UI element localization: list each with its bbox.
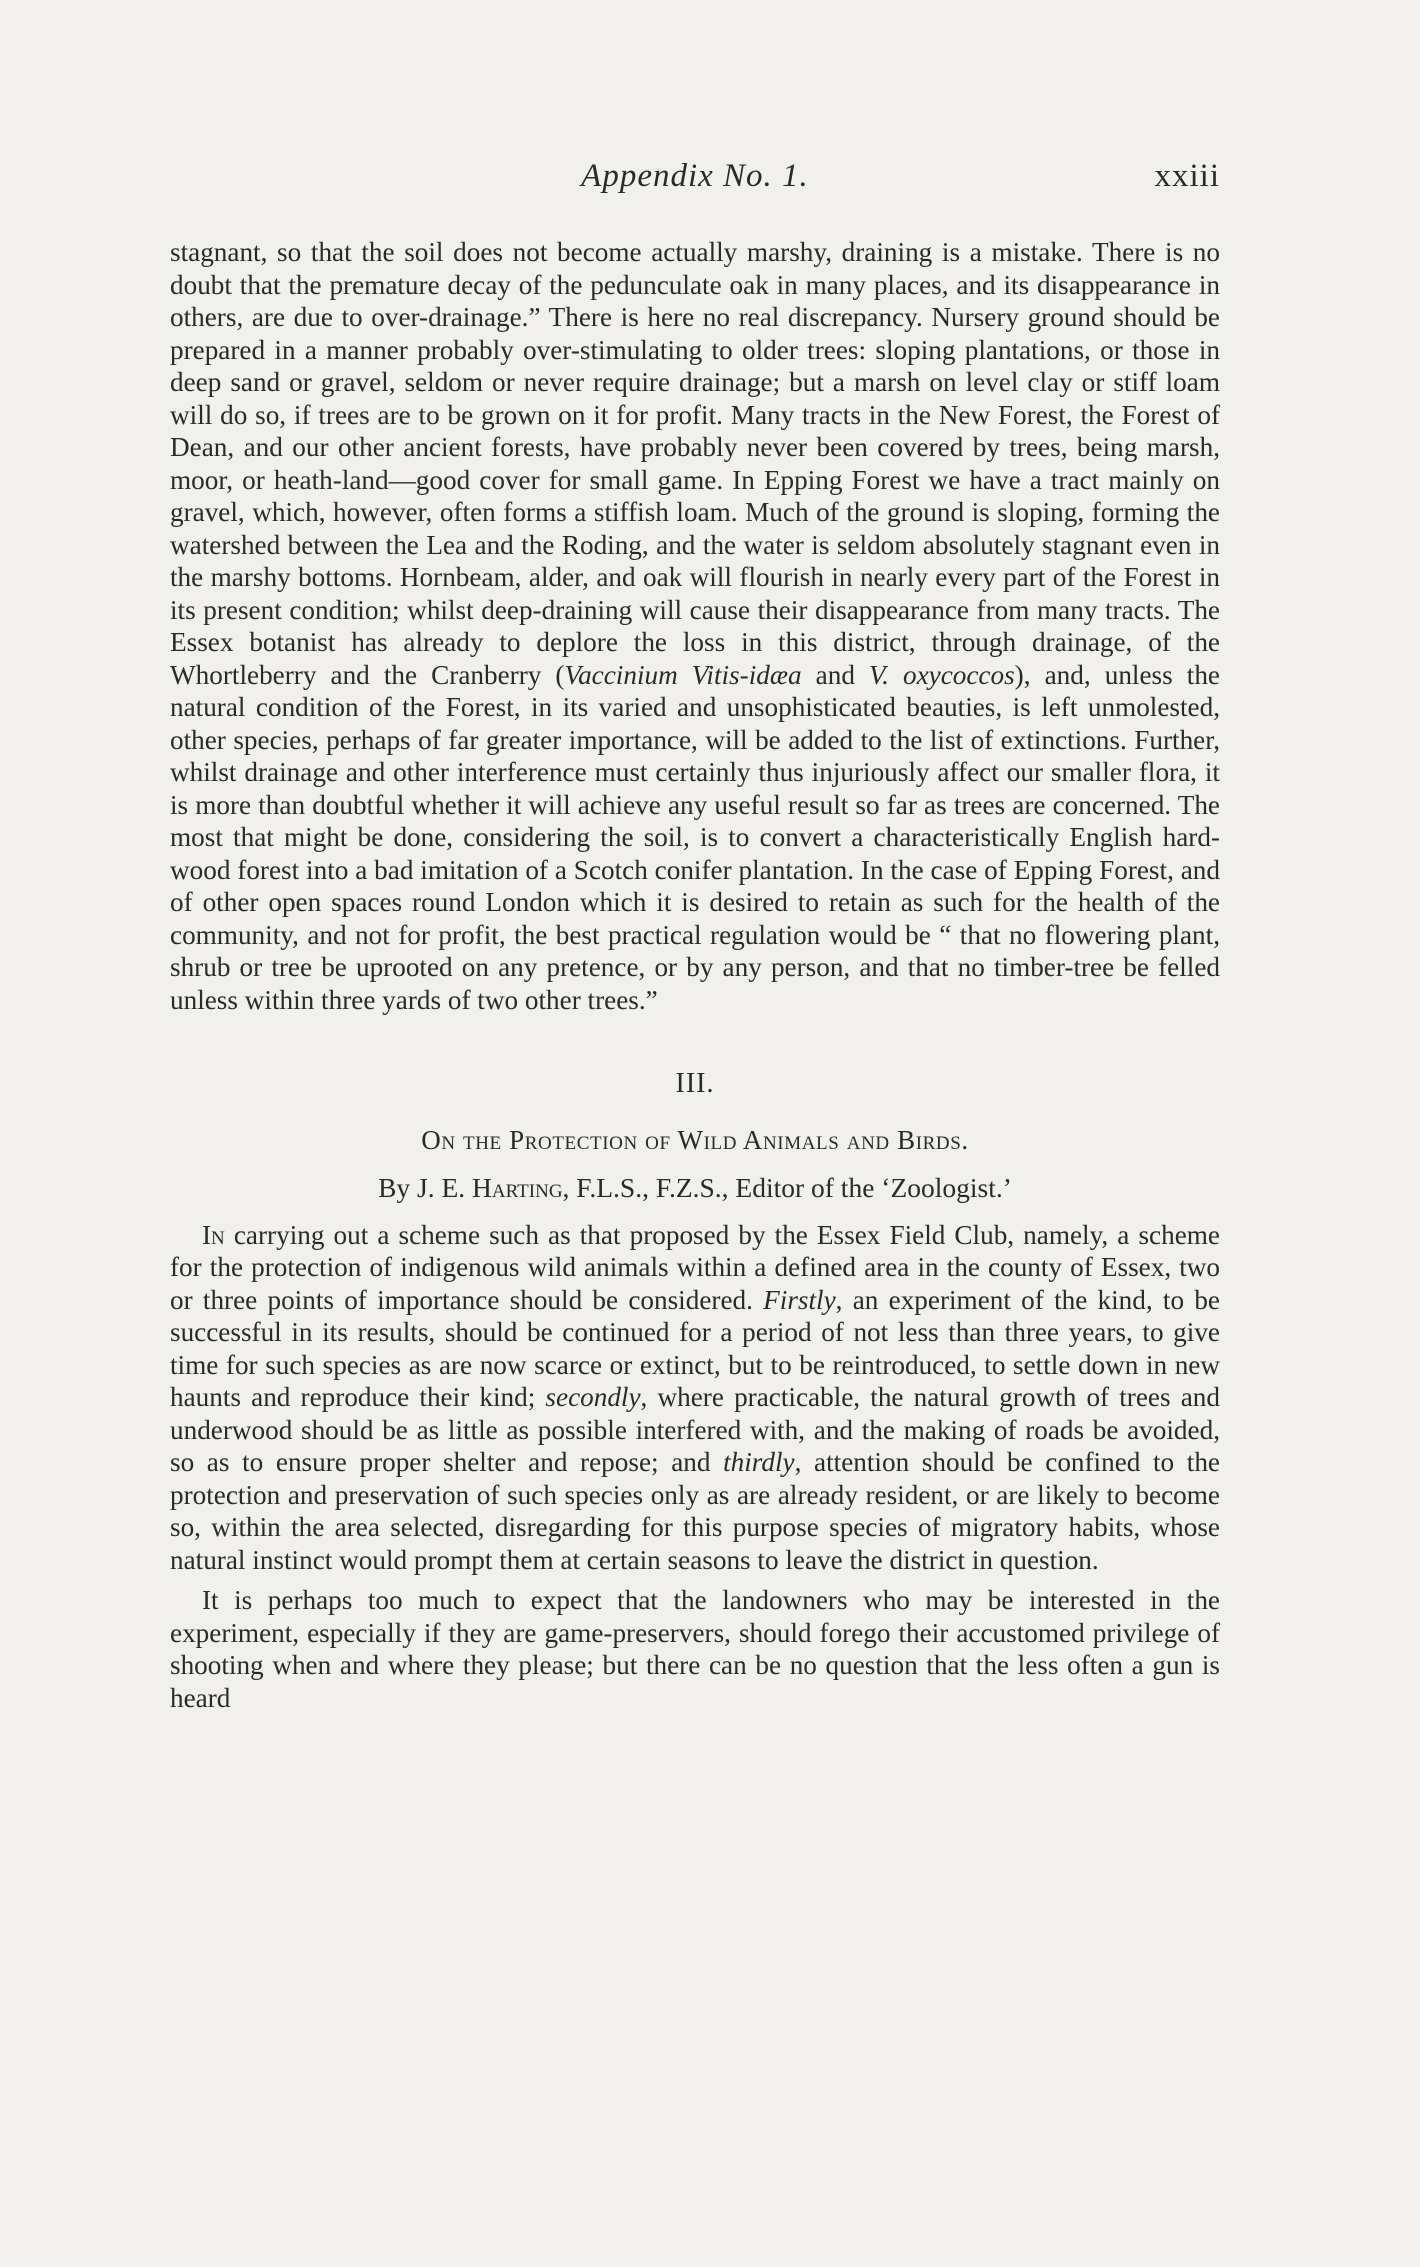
paragraph: It is perhaps too much to expect that the landowners who may be interested in the experiment, especially if they are game-preservers, should forego their accustomed privilege of shooting when and where they please; but there can be no question that the less often a gun is heard: [170, 1585, 1220, 1713]
text-run: stagnant, so that the soil does not become actually marshy, draining is a mistake. There is no doubt that the premature decay of the pedunculate oak in many places, and its disappearance in others, are due to over-drainage.” There is here no real discrepancy. Nursery ground should be prepared in a manner probably over-stimulating to older trees: sloping plantations, or those in deep sand or gravel, seldom or never require drainage; but a marsh on level clay or stiff loam will do so, if trees are to be grown on it for profit. Many tracts in the New Forest, the Forest of Dean, and our other ancient forests, have probably never been covered by trees, being marsh, moor, or heath-land—good cover for small game. In Epping Forest we have a tract mainly on gravel, which, however, often forms a stiffish loam. Much of the ground is sloping, forming the watershed between the Lea and the Roding, and the water is seldom absolutely stagnant even in the marshy bottoms. Hornbeam, alder, and oak will flourish in nearly every part of the Forest in its present condition; whilst deep-draining will cause their disappearance from many tracts. The Essex botanist has already to deplore the loss in this district, through drainage, of the Whortleberry and the Cranberry (: [170, 237, 1220, 690]
running-title: Appendix No. 1.: [581, 158, 809, 194]
section-title: On the Protection of Wild Animals and Birds.: [421, 1124, 969, 1155]
text-run: carrying out a scheme such as that proposed by the Essex Field Club, namely, a scheme for the protection of indigenous wild animals within a defined area in the county of Essex, two or three points of importance should be considered.: [170, 1219, 1220, 1315]
italic-word: thirdly: [723, 1447, 795, 1477]
text-run: and: [801, 659, 869, 690]
section-number: III.: [675, 1068, 715, 1099]
lead-word: In: [202, 1219, 225, 1250]
byline: [170, 1172, 1220, 1205]
text-run: ), and, unless the natural condition of the Forest, in its varied and unsophisticated beauties, is left unmolested, other species, perhaps of far greater importance, will be added to the list of extinctions. Further, whilst drainage and other interference must certainly thus injuriously affect our smaller flora, it is more than doubtful whether it will achieve any useful result so far as trees are concerned. The most that might be done, considering the soil, is to convert a characteristically English hard-wood forest into a bad imitation of a Scotch conifer plantation. In the case of Epping Forest, and of other open spaces round London which it is desired to retain as such for the health of the community, and not for profit, the best practical regulation would be “ that no flowering plant, shrub or tree be uprooted on any pretence, or by any person, and that no timber-tree be felled unless within three yards of two other trees.”: [170, 659, 1220, 1015]
text-run: , an experiment of the kind, to be successful in its results, should be continued for a period of not less than three years, to give time for such species as are now scarce or extinct, but to be reintroduced, to settle down in new haunts and reproduce their kind;: [170, 1284, 1220, 1412]
italic-species-name: Vaccinium Vitis-idæa: [564, 659, 802, 690]
page-body: [170, 236, 1220, 1714]
author-name: J. E. Harting: [417, 1172, 563, 1203]
italic-word: secondly: [545, 1382, 641, 1412]
author-credentials: , F.L.S., F.Z.S., Editor of the ‘Zoologist.’: [562, 1172, 1012, 1203]
italic-word: Firstly: [763, 1284, 836, 1315]
italic-species-name: V. oxycoccos: [869, 659, 1015, 690]
running-head: [170, 158, 1220, 206]
byline-prefix: By: [378, 1172, 418, 1203]
text-run: , attention should be confined to the protection and preservation of such species only as are already resident, or are likely to become so, within the area selected, disregarding for this purpose species of migratory habits, whose natural instinct would prompt them at certain seasons to leave the district in question.: [170, 1447, 1221, 1575]
paragraph: [170, 1219, 1220, 1577]
page-number: xxiii: [1154, 158, 1220, 194]
text-run: , where practicable, the natural growth of trees and underwood should be as little as possible interfered with, and the making of roads be avoided, so as to ensure proper shelter and repose; and: [170, 1382, 1220, 1477]
continued-paragraph: [170, 236, 1220, 1016]
